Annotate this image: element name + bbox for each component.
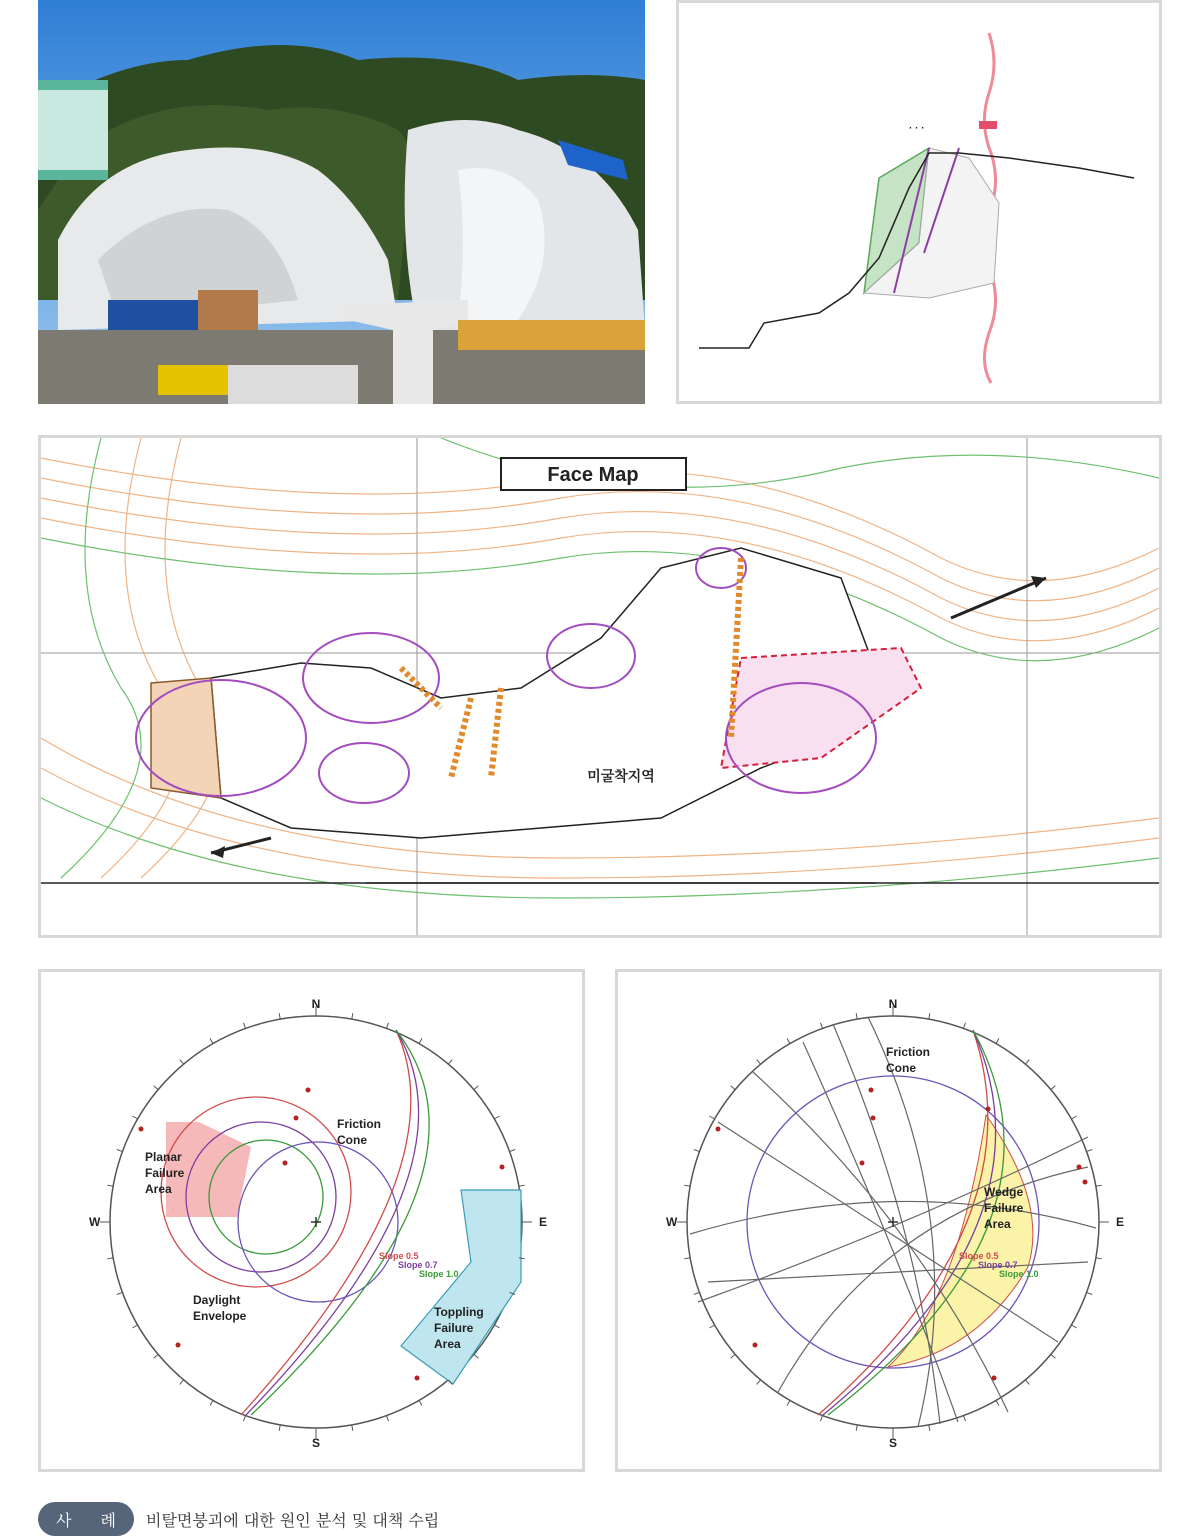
stereonet-tick	[132, 1325, 137, 1328]
friction-cone-label-2: Cone	[886, 1061, 916, 1075]
wedge-failure-label-1: Wedge	[984, 1185, 1024, 1199]
stereonet-tick	[494, 1325, 499, 1328]
stereonet-tick	[243, 1416, 245, 1422]
toppling-failure-label-2: Failure	[434, 1321, 474, 1335]
stereonet-tick	[510, 1149, 516, 1151]
slope-05-label: Slope 0.5	[379, 1251, 419, 1261]
slope-10-label: Slope 1.0	[419, 1269, 459, 1279]
stereonet-tick	[1051, 1086, 1056, 1090]
stereonet-tick	[279, 1013, 280, 1019]
stereonet-tick	[1025, 1060, 1029, 1065]
compass-north: N	[311, 997, 321, 1011]
toppling-failure-label-1: Toppling	[434, 1305, 484, 1319]
stereonet-tick	[820, 1416, 822, 1422]
stereonet-tick	[474, 1086, 479, 1090]
svg-text:· · ·: · · ·	[909, 123, 925, 134]
stereonet-tick	[243, 1023, 245, 1029]
daylight-envelope-label-1: Daylight	[193, 1293, 241, 1307]
stereonet-tick	[154, 1086, 159, 1090]
friction-cone-label-1: Friction	[337, 1117, 381, 1131]
stereonet-tick	[731, 1086, 736, 1090]
stereonet-tick	[474, 1354, 479, 1358]
planar-failure-label-3: Area	[145, 1182, 172, 1196]
stereonet-tick	[419, 1038, 422, 1043]
stereonet-tick	[117, 1292, 123, 1294]
stereonet-tick	[279, 1425, 280, 1431]
stereonet-tick	[684, 1258, 690, 1259]
slope-05-label: Slope 0.5	[959, 1251, 999, 1261]
compass-west: W	[89, 1215, 101, 1229]
stereonet-tick	[132, 1116, 137, 1119]
stereonet-tick	[694, 1149, 700, 1151]
friction-cone-label-2: Cone	[337, 1133, 367, 1147]
stereonet-tick	[1087, 1292, 1093, 1294]
stereonet-tick	[787, 1400, 790, 1405]
wedge-failure-label-3: Area	[984, 1217, 1011, 1231]
stereonet-wedge	[615, 969, 1162, 1472]
stereonet-tick	[386, 1023, 388, 1029]
daylight-envelope-label-2: Envelope	[193, 1309, 247, 1323]
stereonet-tick	[154, 1354, 159, 1358]
stereonet-tick	[709, 1116, 714, 1119]
stereonet-tick	[856, 1013, 857, 1019]
stereonet-tick	[352, 1013, 353, 1019]
stereonet-tick	[494, 1116, 499, 1119]
stereonet-tick	[386, 1416, 388, 1422]
compass-east: E	[539, 1215, 548, 1229]
stereonet-tick	[996, 1038, 999, 1043]
stereonet-tick	[180, 1060, 184, 1065]
stereonet-tick	[1071, 1116, 1076, 1119]
facemap-title: Face Map	[547, 464, 639, 486]
stereonet-tick	[757, 1060, 761, 1065]
stereonet-tick	[787, 1038, 790, 1043]
planar-failure-label-1: Planar	[145, 1150, 182, 1164]
stereonet-tick	[1087, 1149, 1093, 1151]
stereonet-tick	[694, 1292, 700, 1294]
stereonet-tick	[519, 1185, 525, 1186]
stereonet-planar-toppling	[38, 969, 585, 1472]
stereonet-tick	[419, 1400, 422, 1405]
friction-cone-label-1: Friction	[886, 1045, 930, 1059]
stereonet-tick	[180, 1380, 184, 1385]
stereonet-tick	[352, 1425, 353, 1431]
stereonet-tick	[1096, 1258, 1102, 1259]
stereonet-tick	[684, 1185, 690, 1186]
slope-cross-section	[676, 0, 1162, 404]
stereonet-tick	[929, 1013, 930, 1019]
figure-caption	[38, 1502, 439, 1536]
stereonet-tick	[210, 1038, 213, 1043]
stereonet-tick	[107, 1258, 113, 1259]
slope-photo	[38, 0, 645, 404]
unexcavated-zone-label: 미굴착지역	[587, 768, 655, 784]
compass-east: E	[1116, 1215, 1125, 1229]
compass-west: W	[666, 1215, 678, 1229]
slope-07-label: Slope 0.7	[398, 1260, 438, 1270]
stereonet-tick	[210, 1400, 213, 1405]
face-map	[38, 435, 1162, 938]
slope-10-label: Slope 1.0	[999, 1269, 1039, 1279]
case-badge: 사 례	[38, 1502, 134, 1536]
stereonet-tick	[1051, 1354, 1056, 1358]
wedge-failure-label-2: Failure	[984, 1201, 1024, 1215]
slope-07-label: Slope 0.7	[978, 1260, 1018, 1270]
compass-south: S	[888, 1436, 898, 1450]
stereonet-tick	[1096, 1185, 1102, 1186]
compass-south: S	[311, 1436, 321, 1450]
stereonet-tick	[963, 1416, 965, 1422]
stereonet-tick	[117, 1149, 123, 1151]
stereonet-tick	[1025, 1380, 1029, 1385]
stereonet-tick	[731, 1354, 736, 1358]
planar-failure-label-2: Failure	[145, 1166, 185, 1180]
stereonet-tick	[107, 1185, 113, 1186]
stereonet-tick	[757, 1380, 761, 1385]
caption-text: 비탈면붕괴에 대한 원인 분석 및 대책 수립	[146, 1510, 440, 1530]
stereonet-tick	[996, 1400, 999, 1405]
stereonet-tick	[929, 1425, 930, 1431]
stereonet-tick	[448, 1060, 452, 1065]
stereonet-tick	[820, 1023, 822, 1029]
stereonet-tick	[963, 1023, 965, 1029]
stereonet-tick	[1071, 1325, 1076, 1328]
stereonet-tick	[856, 1425, 857, 1431]
compass-north: N	[888, 997, 898, 1011]
stereonet-tick	[709, 1325, 714, 1328]
toppling-failure-label-3: Area	[434, 1337, 461, 1351]
